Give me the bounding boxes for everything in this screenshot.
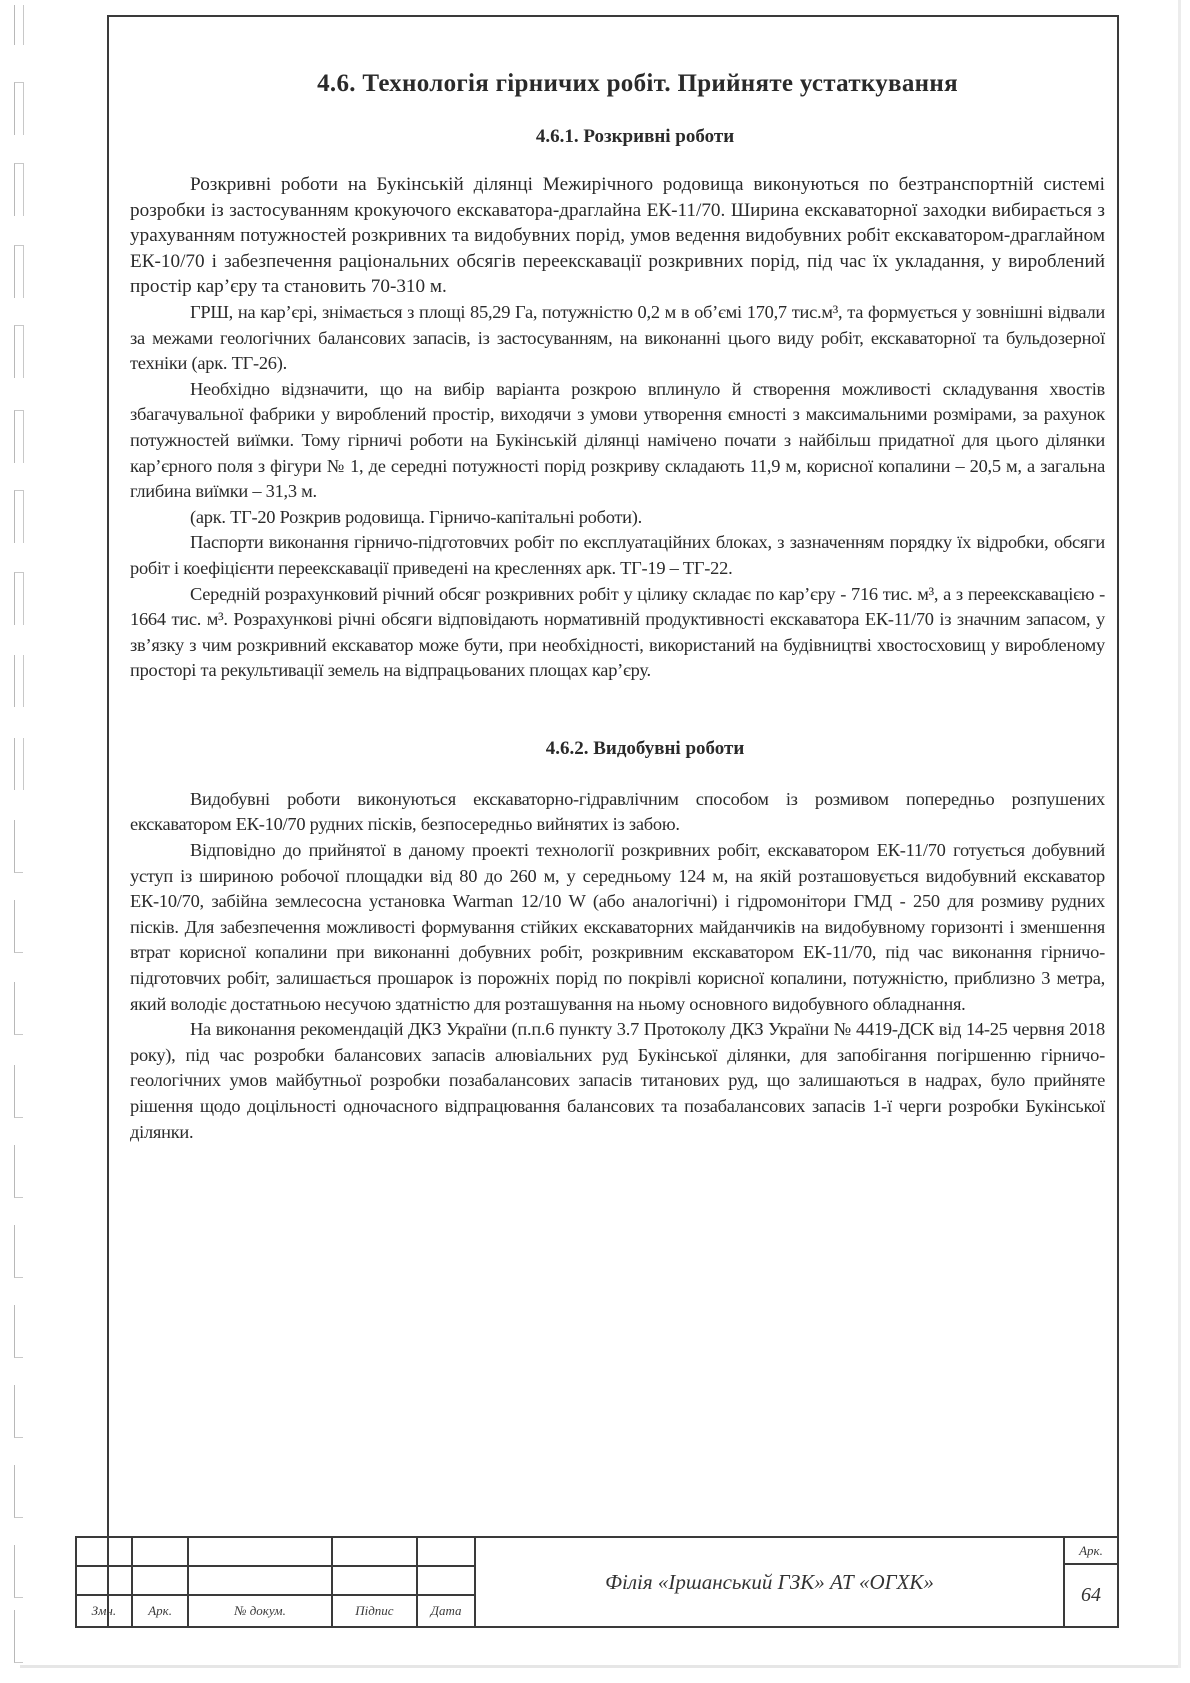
col-change: Змн.	[76, 1595, 132, 1627]
col-doc-number: № докум.	[188, 1595, 331, 1627]
binding-mark	[14, 245, 24, 298]
binding-mark	[14, 82, 24, 135]
binding-mark	[14, 325, 24, 378]
col-sheet: Арк.	[132, 1595, 189, 1627]
page-number: 64	[1081, 1584, 1101, 1606]
binding-mark	[14, 1610, 23, 1663]
paragraph: Розкривні роботи на Букінській ділянці Межирічного родовища виконуються по безтранспортній системі розробки із застосуванням крокуючого екскаватора-драглайна ЕК-11/70. Ширина екскаваторної заходки вибирається з урахуванням потужностей розкривних та видобувних порід, умов ведення видобувних робіт екскаватором-драглайном ЕК-10/70 і забезпечення раціональних обсягів переекскавації розкривних порід, під час їх укладання, у вироблений простір кар’єру та становить 70-310 м.	[130, 174, 1105, 298]
binding-mark	[14, 1225, 23, 1278]
paragraph: ГРШ, на кар’єрі, знімається з площі 85,29 Га, потужністю 0,2 м в об’ємі 170,7 тис.м³, та формується у зовнішні відвали за межами геологічних балансових запасів, із застосуванням, на виконанні цього виду робіт, екскаваторної та бульдозерної техніки (арк. ТГ-26).	[130, 301, 1105, 374]
organization-name: Філія «Іршанський ГЗК» АТ «ОГХК»	[476, 1536, 1063, 1628]
binding-mark	[14, 1145, 23, 1198]
binding-mark	[14, 982, 23, 1035]
binding-mark	[14, 490, 24, 543]
col-date: Дата	[417, 1595, 475, 1627]
binding-mark	[14, 1385, 23, 1438]
binding-marks	[8, 0, 28, 1683]
binding-mark	[14, 1065, 23, 1118]
paragraph: Необхідно відзначити, що на вибір варіанта розкрою вплинуло й створення можливості складування хвостів збагачувальної фабрики у вироблений простір, виходячи з умови утворення ємності з максимальними розмірами, за рахунок потужностей виїмки. Тому гірничі роботи на Букінській ділянці намічено почати з найбільш придатної для цього ділянки кар’єрного поля з фігури № 1, де середні потужності порід розкриву складають 11,9 м, корисної копалини – 20,5 м, а загальна глибина виїмки – 31,3 м.	[130, 378, 1105, 502]
subsection-title-overburden: 4.6.1. Розкривні роботи	[535, 126, 735, 147]
paragraph: Середній розрахунковий річний обсяг розкривних робіт у цілику складає по кар’єру - 716 тис. м³, а з переекскавацією - 1664 тис. м³. Розрахункові річні обсяги відповідають нормативній продуктивності екскаватора ЕК-11/70 із значним запасом, у зв’язку з чим розкривний екскаватор може бути, при необхідності, використаний на будівництві хвостосховищ у виробленому просторі та рекультивації земель на відпрацьованих площах кар’єру.	[130, 583, 1105, 681]
section-title: 4.6. Технологія гірничих робіт. Прийняте устаткування	[317, 70, 958, 97]
binding-mark	[14, 1545, 23, 1598]
binding-mark	[14, 410, 24, 463]
paragraph: На виконання рекомендацій ДКЗ України (п.п.6 пункту 3.7 Протоколу ДКЗ України № 4419-ДСК від 14-25 червня 2018 року), під час розробки балансових запасів алювіальних руд Букінської ділянки, для запобігання погіршенню гірничо-геологічних умов майбутньої розробки позабалансових запасів титанових руд, що залишаються в надрах, було прийняте рішення щодо доцільності одночасного відпрацювання балансових та позабалансових запасів 1-ї черги розробки Букінської ділянки.	[130, 1019, 1105, 1142]
paragraph: Паспорти виконання гірничо-підготовчих робіт по експлуатаційних блоках, з зазначенням порядку їх відробки, обсяги робіт і коефіцієнти переекскавації приведені на кресленнях арк. ТГ-19 – ТГ-22.	[130, 532, 1105, 578]
binding-mark	[14, 1465, 23, 1518]
paragraph: Видобувні роботи виконуються екскаваторно-гідравлічним способом із розмивом попередньо розпушених екскаватором ЕК-10/70 рудних пісків, безпосередньо вийнятих із забою.	[130, 788, 1105, 835]
binding-mark	[14, 820, 23, 873]
binding-mark	[14, 655, 24, 707]
binding-mark	[14, 1305, 23, 1358]
scan-edge-bottom	[20, 1665, 1180, 1668]
sheet-box	[1063, 1536, 1119, 1628]
binding-mark	[14, 572, 24, 625]
document-body	[130, 70, 1105, 1145]
scan-edge-right	[1178, 0, 1181, 1668]
binding-mark	[14, 900, 23, 953]
sheet-label: Арк.	[1065, 1538, 1117, 1565]
paragraph: (арк. ТГ-20 Розкрив родовища. Гірничо-капітальні роботи).	[190, 506, 642, 527]
revision-table	[75, 1536, 476, 1628]
binding-mark	[14, 163, 24, 216]
col-signature: Підпис	[332, 1595, 418, 1627]
binding-mark	[14, 5, 24, 45]
paragraph: Відповідно до прийнятої в даному проекті технології розкривних робіт, екскаватором ЕК-11/70 готується добувний уступ із шириною робочої площадки від 80 до 260 м, у середньому 124 м, на якій розташовується видобувний екскаватор ЕК-10/70, забійна землесосна установка Warman 12/10 W (або аналогічні) і гідромонітори ГМД - 250 для розмиву рудних пісків. Для забезпечення можливості формування стійких екскаваторних майданчиків на видобувному горизонті і зменшення втрат корисної копалини при виконанні добувних робіт, розкривним екскаватором ЕК-11/70, під час виконання гірничо-підготовчих робіт, залишається прошарок із порожніх порід по покрівлі корисної копалини, потужністю, приблизно 3 метра, який володіє достатньою несучою здатністю для розташування на ньому основного видобувного обладнання.	[130, 840, 1105, 1014]
binding-mark	[14, 738, 24, 790]
subsection-title-extraction: 4.6.2. Видобувні роботи	[545, 737, 745, 759]
title-block	[75, 1536, 1119, 1628]
